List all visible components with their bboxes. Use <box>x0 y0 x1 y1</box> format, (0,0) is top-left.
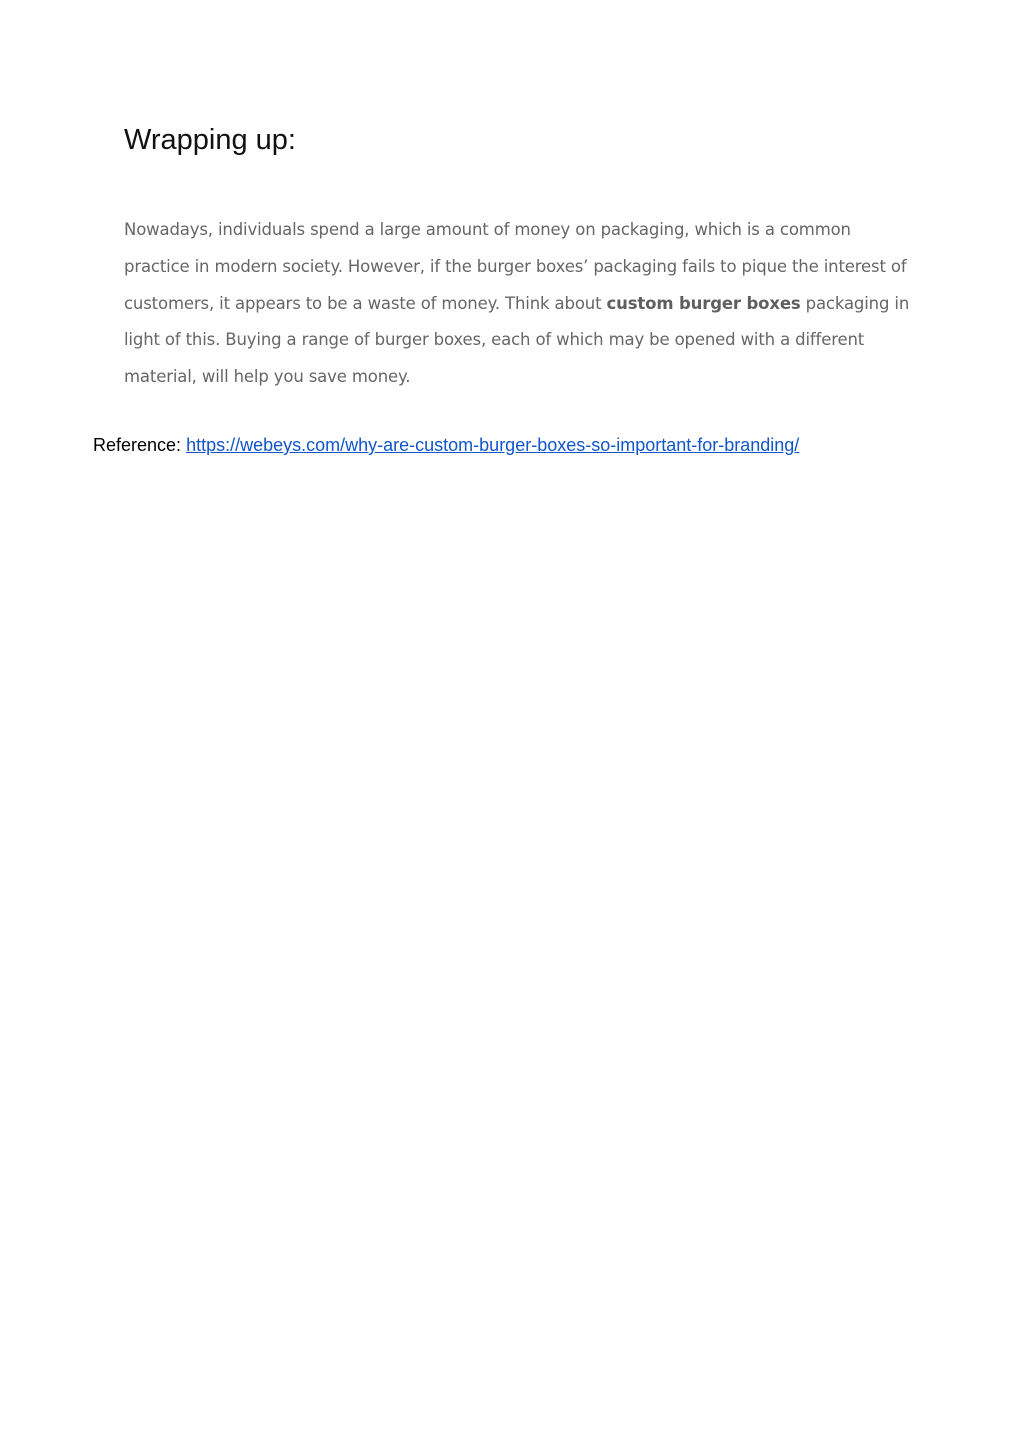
paragraph-text: customers, it appears to be a waste of money. Think about <box>124 293 607 313</box>
paragraph-text: packaging in <box>800 293 910 313</box>
paragraph-line: material, will help you save money. <box>124 367 411 387</box>
paragraph-line: practice in modern society. However, if the burger boxes’ packaging fails to pique the interest of <box>124 256 907 276</box>
reference-link[interactable]: https://webeys.com/why-are-custom-burger-boxes-so-important-for-branding/ <box>186 435 800 455</box>
section-heading: Wrapping up: <box>124 124 296 156</box>
reference-label: Reference: <box>93 435 182 455</box>
paragraph-line: Nowadays, individuals spend a large amount of money on packaging, which is a common <box>124 220 851 239</box>
reference-line <box>93 433 799 457</box>
paragraph-line: light of this. Buying a range of burger boxes, each of which may be opened with a different <box>124 330 865 350</box>
bold-keyword: custom burger boxes <box>606 293 801 313</box>
body-paragraph <box>124 212 910 396</box>
paragraph-line <box>124 286 910 323</box>
